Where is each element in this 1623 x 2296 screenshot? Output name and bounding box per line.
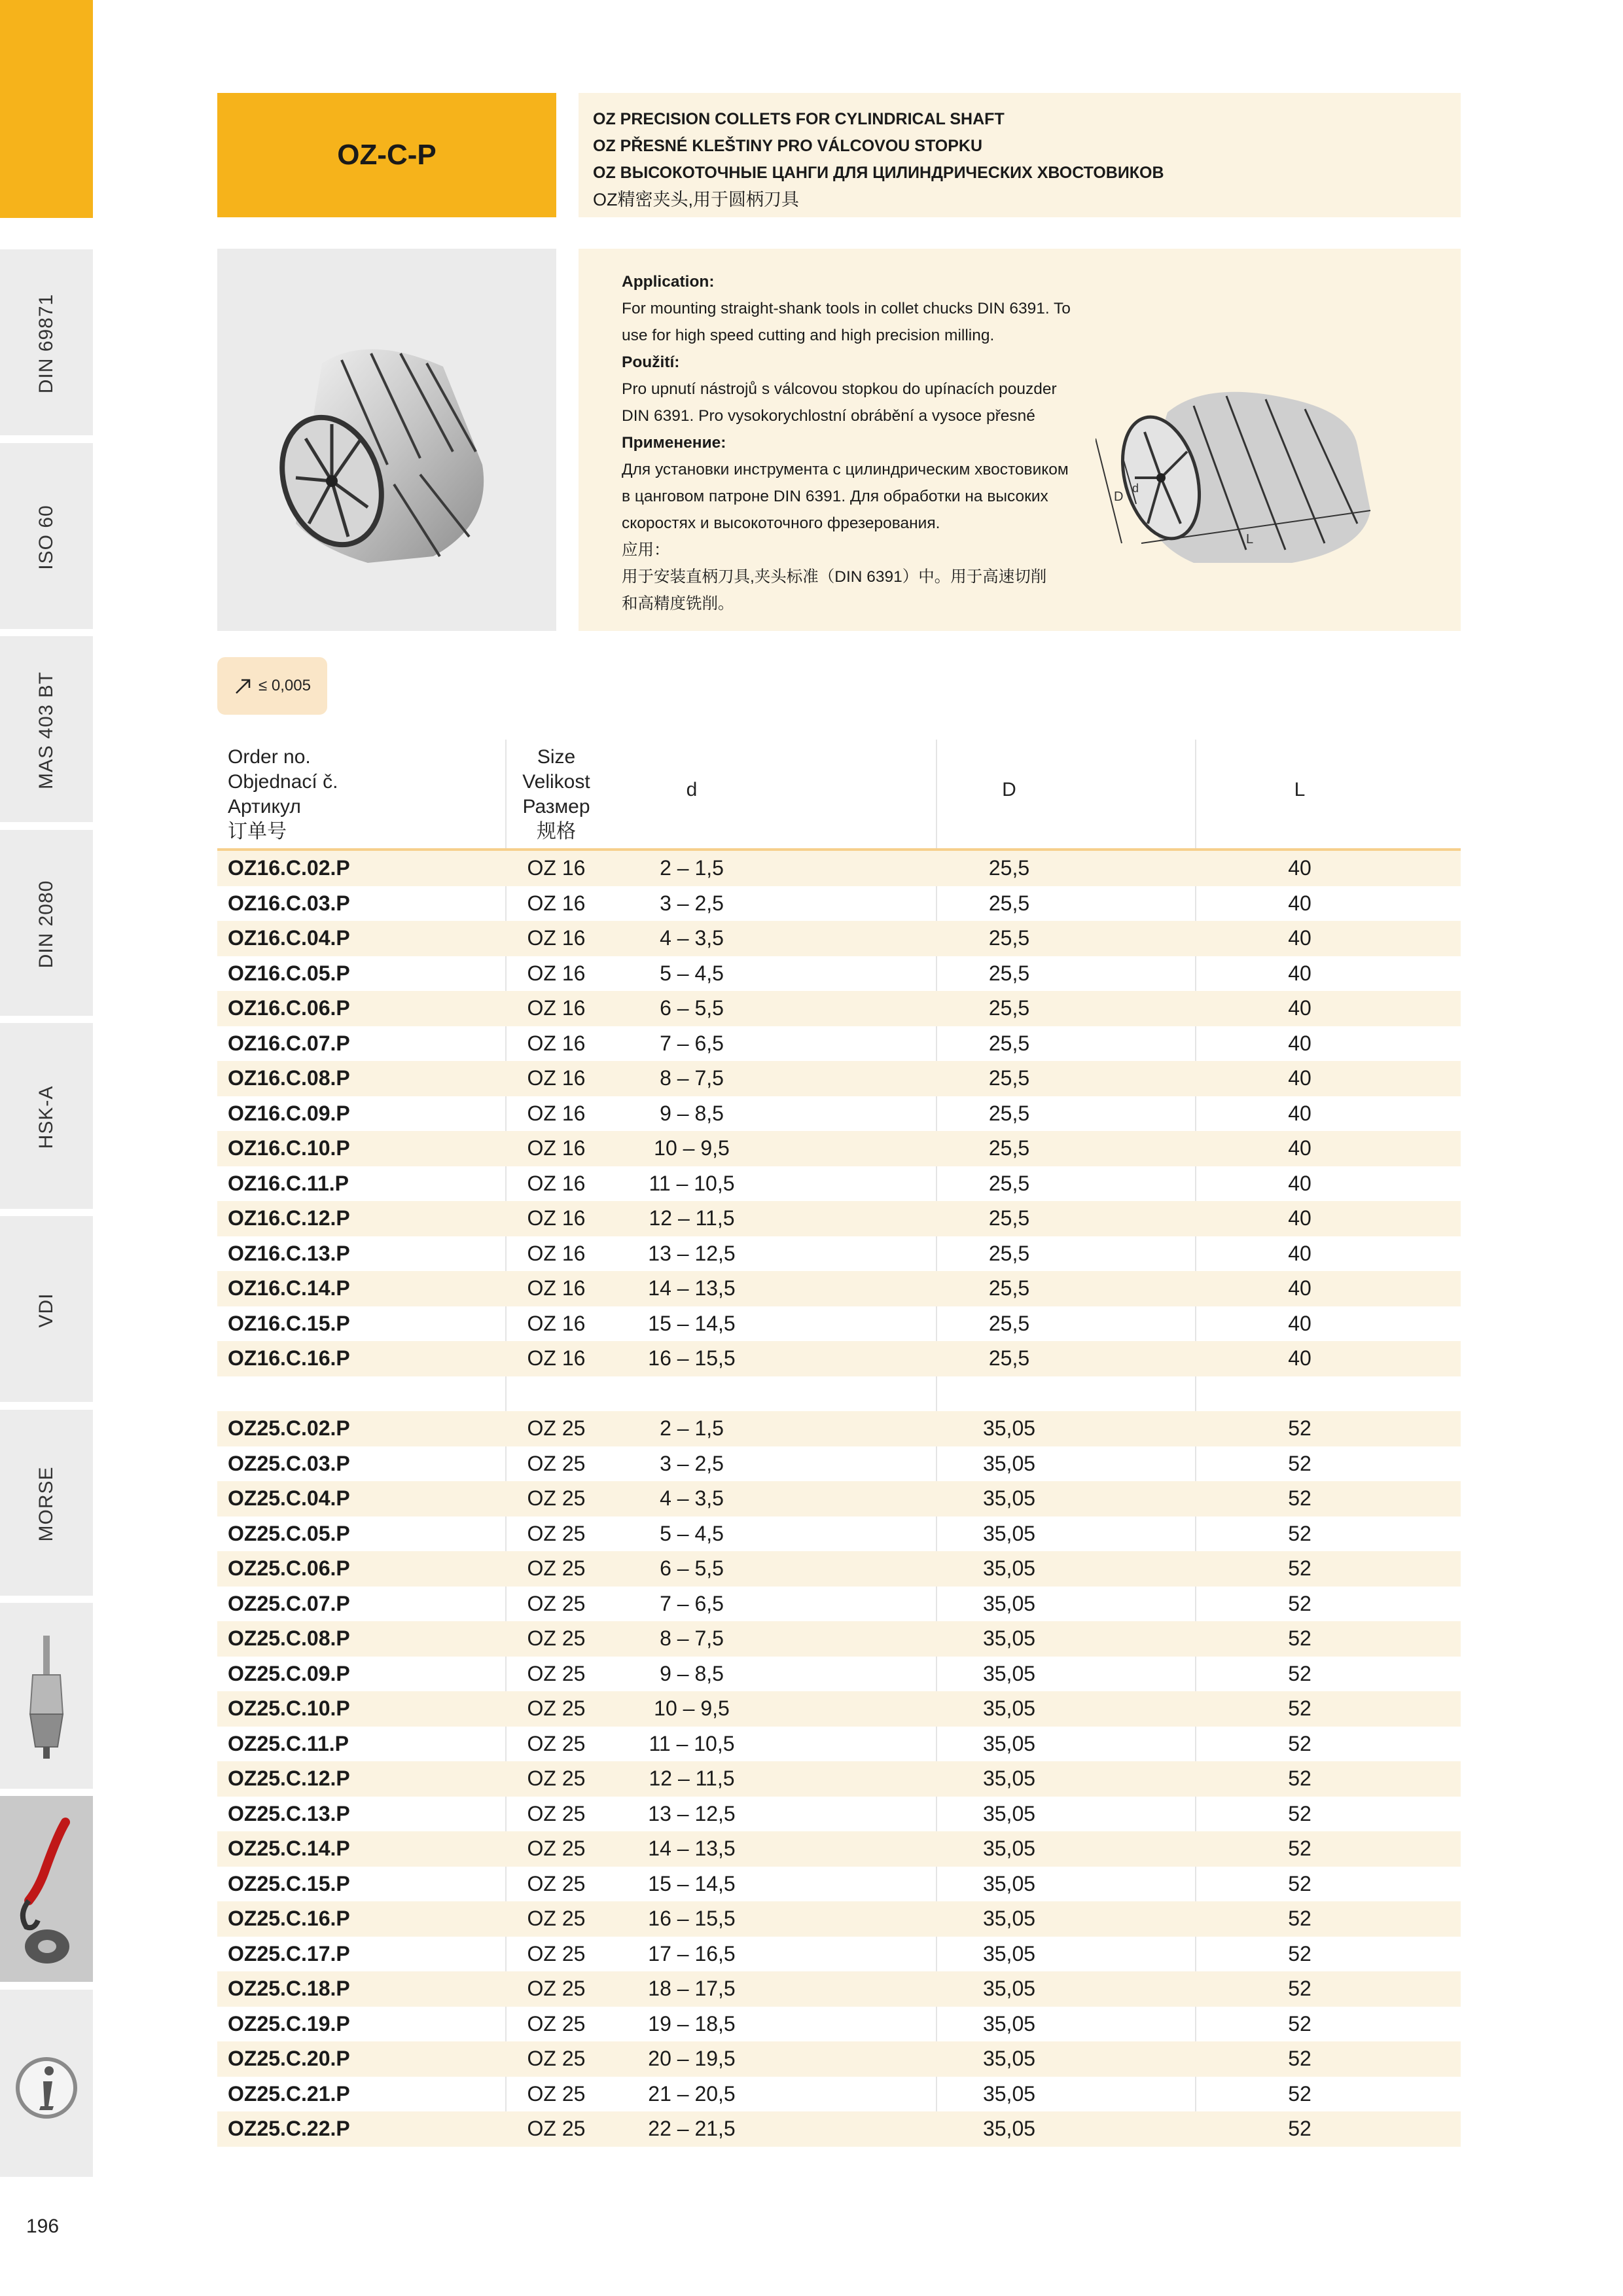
order-no-cell: OZ25.C.09.P <box>228 1661 350 1685</box>
L-cell: 52 <box>1288 1837 1311 1860</box>
size-cell: OZ 25 <box>527 1486 586 1510</box>
title-ru: OZ ВЫСОКОТОЧНЫЕ ЦАНГИ ДЛЯ ЦИЛИНДРИЧЕСКИХ ХВОСТОВИКОВ <box>593 164 1164 182</box>
tolerance-value: ≤ 0,005 <box>259 677 311 694</box>
D-cell: 25,5 <box>988 1346 1030 1370</box>
D-cell: 25,5 <box>988 926 1030 950</box>
size-cell: OZ 16 <box>527 1101 586 1125</box>
D-cell: 35,05 <box>982 1661 1036 1685</box>
product-photo <box>217 249 556 631</box>
table-row <box>217 1551 1461 1587</box>
d-cell: 7 – 6,5 <box>660 1591 724 1615</box>
L-cell: 52 <box>1288 1626 1311 1650</box>
L-cell: 52 <box>1288 1661 1311 1685</box>
title-cz: OZ PŘESNÉ KLEŠTINY PRO VÁLCOVOU STOPKU <box>593 137 982 155</box>
table-row <box>217 1096 1461 1132</box>
L-cell: 40 <box>1288 1241 1311 1265</box>
L-cell: 52 <box>1288 1731 1311 1755</box>
tab-iso-60[interactable] <box>0 440 93 629</box>
application-line: скоростях и высокоточного фрезерования. <box>622 514 940 532</box>
L-cell: 40 <box>1288 1346 1311 1370</box>
order-no-cell: OZ16.C.10.P <box>228 1136 350 1160</box>
L-cell: 52 <box>1288 1591 1311 1615</box>
order-no-cell: OZ16.C.12.P <box>228 1206 350 1230</box>
d-cell: 17 – 16,5 <box>648 1941 736 1965</box>
d-cell: 3 – 2,5 <box>660 1451 724 1475</box>
application-text <box>622 268 1106 617</box>
D-cell: 25,5 <box>988 891 1030 915</box>
tab-label: DIN 2080 <box>35 880 57 969</box>
d-cell: 16 – 15,5 <box>648 1907 736 1930</box>
collet-table <box>217 740 1461 2147</box>
size-cell: OZ 25 <box>527 2117 586 2140</box>
d-cell: 10 – 9,5 <box>654 1696 730 1720</box>
table-row <box>217 1971 1461 2007</box>
header-d: d <box>686 779 698 800</box>
D-cell: 25,5 <box>988 1276 1030 1300</box>
table-row <box>217 921 1461 956</box>
L-cell: 52 <box>1288 2011 1311 2036</box>
D-cell: 35,05 <box>982 1416 1036 1440</box>
application-line: For mounting straight-shank tools in collet chucks DIN 6391. To <box>622 300 1071 317</box>
D-cell: 25,5 <box>988 1311 1030 1335</box>
order-no-cell: OZ25.C.19.P <box>228 2011 350 2036</box>
tab-label: DIN 69871 <box>35 293 57 394</box>
product-titles <box>579 93 1461 217</box>
size-cell: OZ 25 <box>527 1801 586 1825</box>
size-cell: OZ 16 <box>527 1031 586 1055</box>
L-cell: 40 <box>1288 1136 1311 1160</box>
D-cell: 25,5 <box>988 961 1030 985</box>
L-cell <box>1140 1376 1459 1412</box>
size-cell: OZ 16 <box>527 996 586 1020</box>
order-no-cell: OZ25.C.02.P <box>228 1416 350 1440</box>
L-cell: 40 <box>1288 1206 1311 1230</box>
table-row <box>217 991 1461 1026</box>
table-row <box>217 2007 1461 2042</box>
d-cell: 22 – 21,5 <box>648 2117 736 2140</box>
table-row <box>217 1481 1461 1516</box>
table-row <box>217 1937 1461 1972</box>
L-cell: 52 <box>1288 1801 1311 1825</box>
order-no-cell: OZ25.C.22.P <box>228 2117 350 2140</box>
size-cell: OZ 16 <box>527 1276 586 1300</box>
D-cell: 35,05 <box>982 1696 1036 1720</box>
table-row <box>217 1271 1461 1306</box>
d-cell: 2 – 1,5 <box>660 1416 724 1440</box>
D-cell: 25,5 <box>988 1171 1030 1195</box>
size-cell: OZ 16 <box>527 1346 586 1370</box>
size-cell: OZ 25 <box>527 1907 586 1930</box>
application-heading-cn: 应用： <box>622 541 670 559</box>
wrench-icon <box>0 1796 93 1984</box>
table-header <box>217 740 1461 851</box>
tab-label: ISO 60 <box>35 505 57 570</box>
L-cell: 52 <box>1288 1907 1311 1930</box>
order-no-cell: OZ16.C.06.P <box>228 996 350 1020</box>
table-body <box>217 851 1461 2147</box>
tab-info[interactable] <box>0 1987 93 2177</box>
table-row <box>217 956 1461 992</box>
d-cell: 11 – 10,5 <box>649 1171 735 1195</box>
d-cell: 13 – 12,5 <box>648 1801 736 1825</box>
order-no-cell: OZ25.C.21.P <box>228 2081 350 2106</box>
size-cell: OZ 16 <box>527 1206 586 1230</box>
application-line: use for high speed cutting and high precision milling. <box>622 327 995 344</box>
order-no-cell: OZ25.C.18.P <box>228 1977 350 2000</box>
order-no-cell: OZ25.C.13.P <box>228 1801 350 1825</box>
table-row <box>217 1657 1461 1692</box>
D-cell: 35,05 <box>982 1837 1036 1860</box>
table-row <box>217 851 1461 886</box>
D-cell <box>880 1376 1139 1412</box>
L-cell: 40 <box>1288 961 1311 985</box>
table-row <box>217 1621 1461 1657</box>
table-row <box>217 1797 1461 1832</box>
table-row <box>217 1306 1461 1342</box>
table-row <box>217 1761 1461 1797</box>
order-no-cell: OZ16.C.13.P <box>228 1241 350 1265</box>
application-line: 用于安装直柄刀具,夹头标准（DIN 6391）中。用于高速切削 <box>622 568 1047 586</box>
d-cell: 21 – 20,5 <box>648 2081 736 2106</box>
table-row <box>217 1867 1461 1902</box>
header-D: D <box>1002 779 1016 800</box>
product-code-text: OZ-C-P <box>337 139 437 171</box>
size-cell: OZ 25 <box>527 1661 586 1685</box>
D-cell: 35,05 <box>982 1907 1036 1930</box>
size-cell: OZ 25 <box>527 1767 586 1790</box>
table-row <box>217 1061 1461 1096</box>
L-cell: 40 <box>1288 1276 1311 1300</box>
d-cell: 12 – 11,5 <box>649 1767 735 1790</box>
L-cell: 40 <box>1288 891 1311 915</box>
table-row <box>217 2041 1461 2077</box>
d-cell: 2 – 1,5 <box>660 856 724 880</box>
order-no-cell: OZ25.C.07.P <box>228 1591 350 1615</box>
table-row <box>217 1026 1461 1062</box>
L-cell: 52 <box>1288 2081 1311 2106</box>
d-cell: 14 – 13,5 <box>648 1837 736 1860</box>
table-row <box>217 1691 1461 1727</box>
d-cell: 7 – 6,5 <box>660 1031 724 1055</box>
D-cell: 25,5 <box>988 1206 1030 1230</box>
table-row <box>217 1901 1461 1937</box>
order-no-cell: OZ16.C.08.P <box>228 1066 350 1090</box>
application-heading-cz: Použití: <box>622 353 680 371</box>
order-no-cell: OZ16.C.07.P <box>228 1031 350 1055</box>
page-number: 196 <box>26 2215 60 2237</box>
d-cell: 14 – 13,5 <box>648 1276 736 1300</box>
size-cell: OZ 16 <box>527 1171 586 1195</box>
L-cell: 40 <box>1288 1101 1311 1125</box>
d-cell: 9 – 8,5 <box>660 1101 724 1125</box>
table-row <box>217 1131 1461 1166</box>
L-cell: 52 <box>1288 1416 1311 1440</box>
d-cell <box>505 1376 878 1412</box>
d-cell: 15 – 14,5 <box>648 1871 736 1895</box>
L-cell: 40 <box>1288 856 1311 880</box>
size-cell: OZ 16 <box>527 1311 586 1335</box>
tab-collets[interactable] <box>0 1793 93 1982</box>
d-cell: 3 – 2,5 <box>660 891 724 915</box>
d-cell: 19 – 18,5 <box>648 2011 736 2036</box>
L-cell: 52 <box>1288 1556 1311 1580</box>
table-row <box>217 1411 1461 1446</box>
tolerance-badge <box>217 657 327 715</box>
d-cell: 4 – 3,5 <box>660 926 724 950</box>
L-cell: 52 <box>1288 1451 1311 1475</box>
info-icon <box>0 1990 93 2178</box>
d-cell: 13 – 12,5 <box>648 1241 736 1265</box>
application-line: 和高精度铣削。 <box>622 595 734 613</box>
d-cell: 11 – 10,5 <box>649 1731 735 1755</box>
application-panel <box>579 249 1461 631</box>
table-row <box>217 1587 1461 1622</box>
application-line: в цанговом патроне DIN 6391. Для обработки на высоких <box>622 488 1048 505</box>
size-cell: OZ 16 <box>527 1241 586 1265</box>
tab-label: HSK-A <box>35 1085 57 1149</box>
size-cell: OZ 16 <box>527 926 586 950</box>
header-line: 规格 <box>537 821 576 842</box>
runout-arrow-icon <box>234 676 253 696</box>
D-cell: 35,05 <box>982 1731 1036 1755</box>
d-cell: 8 – 7,5 <box>660 1066 724 1090</box>
dimension-drawing <box>1096 347 1410 563</box>
tab-mas-403-bt[interactable] <box>0 634 93 822</box>
header-line: Артикул <box>228 796 301 817</box>
D-cell: 35,05 <box>982 1521 1036 1545</box>
D-cell: 35,05 <box>982 1871 1036 1895</box>
d-cell: 4 – 3,5 <box>660 1486 724 1510</box>
d-cell: 8 – 7,5 <box>660 1626 724 1650</box>
D-cell: 35,05 <box>982 1977 1036 2000</box>
tab-din-2080[interactable] <box>0 827 93 1016</box>
d-cell: 12 – 11,5 <box>649 1206 735 1230</box>
D-cell: 35,05 <box>982 1591 1036 1615</box>
D-cell: 25,5 <box>988 1136 1030 1160</box>
header-order-no <box>228 745 338 853</box>
drill-chuck-icon <box>0 1603 93 1791</box>
table-row <box>217 1341 1461 1376</box>
order-no-cell: OZ25.C.12.P <box>228 1767 350 1790</box>
d-cell: 20 – 19,5 <box>648 2047 736 2070</box>
size-cell: OZ 25 <box>527 1731 586 1755</box>
title-cn: OZ精密夹头,用于圆柄刀具 <box>593 190 799 209</box>
order-no-cell: OZ16.C.14.P <box>228 1276 350 1300</box>
table-row <box>217 1166 1461 1202</box>
order-no-cell: OZ25.C.14.P <box>228 1837 350 1860</box>
size-cell: OZ 25 <box>527 1871 586 1895</box>
order-no-cell: OZ25.C.20.P <box>228 2047 350 2070</box>
L-cell: 52 <box>1288 1486 1311 1510</box>
order-no-cell: OZ25.C.05.P <box>228 1521 350 1545</box>
size-cell: OZ 25 <box>527 1626 586 1650</box>
d-cell: 18 – 17,5 <box>648 1977 736 2000</box>
tab-label: MAS 403 BT <box>35 671 57 790</box>
order-no-cell: OZ16.C.09.P <box>228 1101 350 1125</box>
d-cell: 6 – 5,5 <box>660 1556 724 1580</box>
order-no-cell: OZ25.C.17.P <box>228 1941 350 1965</box>
table-row <box>217 886 1461 922</box>
tab-label: VDI <box>35 1293 57 1328</box>
order-no-cell: OZ16.C.11.P <box>228 1171 349 1195</box>
size-cell: OZ 25 <box>527 1556 586 1580</box>
D-cell: 35,05 <box>982 1556 1036 1580</box>
application-heading-en: Application: <box>622 273 715 291</box>
order-no-cell: OZ25.C.04.P <box>228 1486 350 1510</box>
tab-vdi[interactable] <box>0 1213 93 1402</box>
dim-label-D: D <box>1114 490 1124 504</box>
application-heading-ru: Применение: <box>622 434 726 452</box>
dim-label-L: L <box>1246 532 1254 547</box>
collet-image <box>217 249 556 631</box>
table-row <box>217 1831 1461 1867</box>
D-cell: 25,5 <box>988 996 1030 1020</box>
size-cell: OZ 16 <box>527 891 586 915</box>
d-cell: 10 – 9,5 <box>654 1136 730 1160</box>
table-row <box>217 1516 1461 1552</box>
D-cell: 25,5 <box>988 856 1030 880</box>
header-line: Objednací č. <box>228 771 338 793</box>
d-cell: 5 – 4,5 <box>660 1521 724 1545</box>
size-cell: OZ 25 <box>527 2047 586 2070</box>
size-cell: OZ 16 <box>527 1066 586 1090</box>
d-cell: 5 – 4,5 <box>660 961 724 985</box>
L-cell: 52 <box>1288 1977 1311 2000</box>
header-L: L <box>1294 779 1306 800</box>
L-cell: 40 <box>1288 1031 1311 1055</box>
D-cell: 35,05 <box>982 2047 1036 2070</box>
L-cell: 52 <box>1288 2047 1311 2070</box>
size-cell: OZ 25 <box>527 1837 586 1860</box>
tab-morse[interactable] <box>0 1407 93 1596</box>
size-cell: OZ 25 <box>527 2011 586 2036</box>
order-no-cell: OZ16.C.16.P <box>228 1346 350 1370</box>
dim-label-d: d <box>1132 482 1139 495</box>
header-line: Размер <box>522 796 590 817</box>
D-cell: 35,05 <box>982 1801 1036 1825</box>
L-cell: 40 <box>1288 1171 1311 1195</box>
size-cell: OZ 25 <box>527 1696 586 1720</box>
D-cell: 35,05 <box>982 1767 1036 1790</box>
order-no-cell: OZ25.C.08.P <box>228 1626 350 1650</box>
application-line: Для установки инструмента с цилиндрическим хвостовиком <box>622 461 1069 478</box>
L-cell: 52 <box>1288 2117 1311 2140</box>
size-cell: OZ 25 <box>527 1416 586 1440</box>
D-cell: 35,05 <box>982 2117 1036 2140</box>
D-cell: 25,5 <box>988 1031 1030 1055</box>
table-row <box>217 1376 1461 1412</box>
D-cell: 25,5 <box>988 1101 1030 1125</box>
application-line: DIN 6391. Pro vysokorychlostní obrábění a vysoce přesné <box>622 407 1035 425</box>
d-cell: 15 – 14,5 <box>648 1311 736 1335</box>
order-no-cell: OZ16.C.05.P <box>228 961 350 985</box>
table-row <box>217 1236 1461 1272</box>
product-code <box>217 93 556 217</box>
header-line: Size <box>537 746 576 768</box>
size-cell: OZ 16 <box>527 1136 586 1160</box>
D-cell: 35,05 <box>982 2081 1036 2106</box>
size-cell: OZ 25 <box>527 2081 586 2106</box>
size-cell: OZ 16 <box>527 961 586 985</box>
sidebar-accent <box>0 0 93 218</box>
D-cell: 35,05 <box>982 1626 1036 1650</box>
L-cell: 40 <box>1288 1311 1311 1335</box>
order-no-cell: OZ25.C.16.P <box>228 1907 350 1930</box>
L-cell: 40 <box>1288 926 1311 950</box>
size-cell: OZ 25 <box>527 1941 586 1965</box>
order-no-cell: OZ16.C.02.P <box>228 856 350 880</box>
size-cell: OZ 25 <box>527 1591 586 1615</box>
D-cell: 35,05 <box>982 1941 1036 1965</box>
L-cell: 52 <box>1288 1696 1311 1720</box>
L-cell: 52 <box>1288 1521 1311 1545</box>
order-no-cell: OZ25.C.15.P <box>228 1871 350 1895</box>
D-cell: 25,5 <box>988 1241 1030 1265</box>
L-cell: 52 <box>1288 1767 1311 1790</box>
L-cell: 52 <box>1288 1941 1311 1965</box>
tab-drill-chuck[interactable] <box>0 1600 93 1789</box>
table-row <box>217 1727 1461 1762</box>
d-cell: 16 – 15,5 <box>648 1346 736 1370</box>
order-no-cell: OZ25.C.06.P <box>228 1556 350 1580</box>
tab-hsk-a[interactable] <box>0 1020 93 1209</box>
order-no-cell: OZ16.C.03.P <box>228 891 350 915</box>
order-no-cell: OZ25.C.10.P <box>228 1696 350 1720</box>
order-no-cell: OZ16.C.04.P <box>228 926 350 950</box>
size-cell: OZ 16 <box>527 856 586 880</box>
L-cell: 40 <box>1288 996 1311 1020</box>
tab-label: MORSE <box>35 1466 57 1542</box>
title-en: OZ PRECISION COLLETS FOR CYLINDRICAL SHAFT <box>593 110 1005 128</box>
L-cell: 52 <box>1288 1871 1311 1895</box>
D-cell: 25,5 <box>988 1066 1030 1090</box>
d-cell: 9 – 8,5 <box>660 1661 724 1685</box>
application-line: Pro upnutí nástrojů s válcovou stopkou do upínacích pouzder <box>622 380 1057 398</box>
D-cell: 35,05 <box>982 1486 1036 1510</box>
order-no-cell: OZ16.C.15.P <box>228 1311 350 1335</box>
D-cell: 35,05 <box>982 1451 1036 1475</box>
header-line: 订单号 <box>228 821 287 842</box>
table-row <box>217 2111 1461 2147</box>
size-cell: OZ 25 <box>527 1521 586 1545</box>
d-cell: 6 – 5,5 <box>660 996 724 1020</box>
header-line: Velikost <box>522 771 590 793</box>
L-cell: 40 <box>1288 1066 1311 1090</box>
order-no-cell: OZ25.C.11.P <box>228 1731 349 1755</box>
size-cell: OZ 25 <box>527 1451 586 1475</box>
table-row <box>217 1446 1461 1482</box>
table-row <box>217 1201 1461 1236</box>
D-cell: 35,05 <box>982 2011 1036 2036</box>
size-cell: OZ 25 <box>527 1977 586 2000</box>
header-line: Order no. <box>228 746 311 768</box>
order-no-cell: OZ25.C.03.P <box>228 1451 350 1475</box>
tab-din-69871[interactable] <box>0 247 93 435</box>
table-row <box>217 2077 1461 2112</box>
